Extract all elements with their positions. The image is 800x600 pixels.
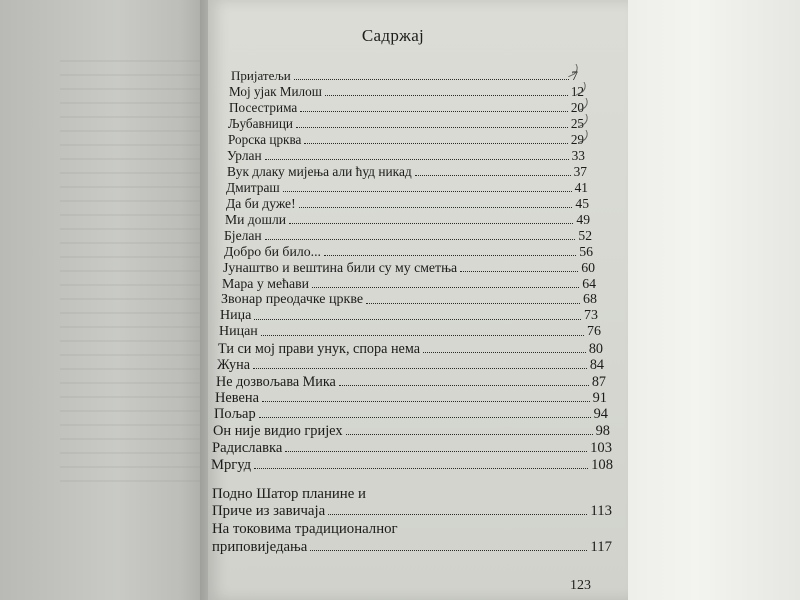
toc-page-number: 41 — [574, 180, 588, 195]
dot-leader — [304, 143, 567, 144]
toc-entry-title: Жуна — [217, 357, 251, 373]
toc-entry-title: Ницан — [219, 324, 258, 339]
toc-entry-title: Рорска црква — [228, 132, 302, 147]
toc-entry — [228, 116, 584, 132]
toc-entry — [227, 164, 587, 180]
toc-entry-title: Пријатељи — [231, 68, 291, 83]
dot-leader — [339, 385, 589, 386]
dot-leader — [299, 207, 573, 208]
toc-page-number: 64 — [582, 276, 596, 291]
toc-page-number: 87 — [591, 374, 606, 390]
toc-entry — [227, 148, 585, 164]
toc-entry — [214, 406, 608, 423]
toc-entry-title-line: На токовима традиционалног — [212, 521, 398, 537]
toc-page-number: 113 — [590, 503, 612, 519]
toc-entry-title: Ниџа — [220, 308, 252, 323]
toc-entry — [218, 341, 603, 358]
toc-entry-title: Приче из завичаја — [212, 503, 326, 519]
dot-leader — [346, 434, 593, 435]
toc-entry-title: приповиједања — [212, 539, 308, 555]
toc-entry-title: Бјелан — [224, 228, 262, 243]
toc-entry-title: Јунаштво и вештина били су му сметња — [223, 260, 458, 275]
toc-page-number: 60 — [581, 260, 595, 275]
dot-leader — [262, 401, 590, 402]
toc-page-number: 103 — [590, 440, 612, 456]
dot-leader — [259, 417, 591, 418]
dot-leader — [254, 468, 588, 469]
dot-leader — [415, 175, 571, 176]
toc-entry — [216, 374, 606, 391]
toc-entry — [226, 180, 588, 196]
toc-page-number: 76 — [587, 324, 601, 339]
dot-leader — [324, 255, 576, 256]
dot-leader — [289, 223, 573, 224]
toc-page-number: 12 — [570, 84, 584, 99]
toc-page-number: 20 — [570, 100, 584, 115]
toc-page-number: 108 — [591, 457, 613, 473]
dot-leader — [460, 271, 578, 272]
dot-leader — [265, 159, 569, 160]
toc-entry — [220, 308, 598, 324]
dot-leader — [294, 79, 569, 80]
dot-leader — [312, 287, 579, 288]
dot-leader — [423, 352, 586, 353]
toc-page-number: 94 — [593, 406, 608, 422]
toc-entry-title: Звонар преодачке цркве — [221, 292, 364, 307]
dot-leader — [300, 111, 568, 112]
toc-page-number: 91 — [592, 390, 607, 406]
dot-leader — [310, 550, 587, 551]
toc-entry — [224, 228, 592, 244]
toc-entry — [215, 390, 607, 407]
dot-leader — [366, 303, 580, 304]
toc-page-number: 45 — [575, 196, 589, 211]
toc-page-number: 84 — [589, 357, 604, 373]
toc-entry-title: Дмитраш — [226, 180, 280, 195]
dot-leader — [325, 95, 568, 96]
toc-entry-title: Ми дошли — [225, 212, 286, 227]
toc-page-number: 56 — [579, 244, 593, 259]
toc-entry-title: Да би дуже! — [226, 196, 296, 211]
left-page — [0, 0, 212, 600]
dot-leader — [261, 335, 584, 336]
toc-entry-title: Ти си мој прави унук, спора нема — [218, 341, 421, 357]
toc-page-number: 37 — [573, 164, 587, 179]
toc-entry-title: Он није видио гријех — [213, 423, 343, 439]
toc-entry-title: Пољар — [214, 406, 256, 422]
toc-entry — [222, 276, 596, 292]
toc-entry — [212, 440, 612, 457]
dot-leader — [328, 514, 587, 515]
dot-leader — [253, 368, 587, 369]
toc-entry — [217, 357, 604, 374]
dot-leader — [296, 127, 568, 128]
dot-leader — [265, 239, 576, 240]
toc-entry-title: Добро би било... — [224, 244, 321, 259]
toc-entry-title: Вук длаку мијења али ћуд никад — [227, 164, 412, 179]
toc-entry-title: Мара у мећави — [222, 276, 309, 291]
toc-entry — [223, 260, 595, 276]
page-title: Садржај — [361, 26, 425, 45]
toc-entry — [229, 84, 584, 100]
toc-entry — [221, 292, 597, 308]
toc-entry — [224, 244, 593, 260]
toc-entry-title: Посестрима — [229, 100, 298, 115]
dot-leader — [283, 191, 572, 192]
toc-entry-title: Урлан — [227, 148, 262, 163]
toc-page-number: 33 — [571, 148, 585, 163]
toc-page-number: 7 — [571, 68, 578, 83]
toc-entry — [212, 503, 612, 520]
bleed-through-text — [60, 60, 200, 490]
toc-page-number: 73 — [584, 308, 598, 323]
toc-entry-title-line: Подно Шатор планине и — [212, 486, 366, 502]
toc-entry-title: Љубавници — [228, 116, 293, 131]
toc-entry-title: Не дозвољава Мика — [216, 374, 336, 390]
toc-entry-title: Мој ујак Милош — [229, 84, 322, 99]
toc-entry-title: Радиславка — [212, 440, 283, 456]
toc-entry — [212, 539, 612, 556]
toc-entry — [229, 100, 584, 116]
toc-page-number: 29 — [570, 132, 584, 147]
dot-leader — [254, 319, 581, 320]
toc-entry — [231, 68, 578, 84]
toc-entry — [226, 196, 589, 212]
toc-entry — [211, 457, 613, 474]
toc-page-number: 52 — [578, 228, 592, 243]
toc-entry-title: Мргуд — [211, 457, 252, 473]
toc-page-number: 80 — [588, 341, 603, 357]
toc-entry-title: Невена — [215, 390, 259, 406]
toc-page-number: 117 — [590, 539, 612, 555]
page-number: 123 — [570, 578, 591, 593]
page-edge — [628, 0, 800, 600]
dot-leader — [285, 451, 587, 452]
toc-page-number: 25 — [570, 116, 584, 131]
toc-page-number: 68 — [583, 292, 597, 307]
toc-entry — [225, 212, 590, 228]
toc-page-number: 98 — [595, 423, 610, 439]
toc-entry — [228, 132, 584, 148]
toc-page-number: 49 — [576, 212, 590, 227]
toc-entry — [213, 423, 610, 440]
toc-entry — [219, 324, 601, 340]
